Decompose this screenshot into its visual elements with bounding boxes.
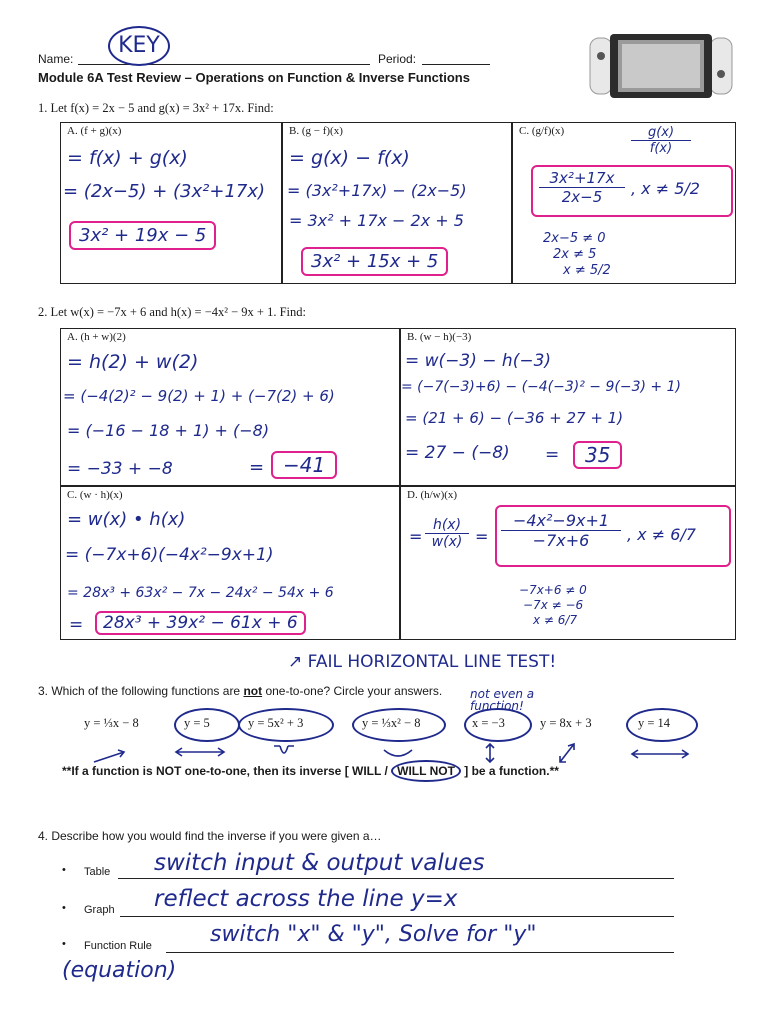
q2-cell-a [60,328,400,486]
period-line [422,64,490,65]
q4-prompt: 4. Describe how you would find the inverse if you were given a… [38,829,382,843]
q2a-line3: = (−16 − 18 + 1) + (−8) [67,421,270,440]
q2b-line3: = (21 + 6) − (−36 + 27 + 1) [405,409,624,427]
q4-item-graph [62,884,682,918]
q4-bullet-1: • [62,864,66,876]
q4-item-table [62,848,682,882]
q2a-line2: = (−4(2)² − 9(2) + 1) + (−7(2) + 6) [63,387,335,405]
q3-prompt-pre: 3. Which of the following functions are [38,684,244,698]
q1b-line2: = (3x²+17x) − (2x−5) [287,181,467,200]
q2d-lhs [425,517,469,550]
q3-statement-pre: **If a function is NOT one-to-one, then its inverse [ WILL / [62,764,388,778]
q1a-answer: 3x² + 19x − 5 [69,221,216,250]
q1a-line1: = f(x) + g(x) [67,147,188,169]
q2c-equals: = [69,615,84,635]
q2d-answer-box [495,505,731,567]
period-label: Period: [378,52,417,66]
q1-cell-c [512,122,736,284]
q1c-rhs-bottom: f(x) [649,141,673,156]
q4-bullet-2: • [62,902,66,914]
q2-cell-d [400,486,736,640]
q4-bullet-3: • [62,938,66,950]
console-image [588,28,734,100]
q1a-label: A. (f + g)(x) [67,125,122,137]
q3-prompt-not: not [243,684,263,698]
q2d-answer-top: −4x²−9x+1 [501,511,621,531]
q2d-work-1: −7x+6 ≠ 0 [519,583,587,597]
q2b-label: B. (w − h)(−3) [407,331,472,343]
q1b-line1: = g(x) − f(x) [289,147,410,169]
q2-prompt: 2. Let w(x) = −7x + 6 and h(x) = −4x² − 9x + 1. Find: [38,305,306,319]
q3-fn-4: y = ⅓x² − 8 [362,716,421,730]
q2a-answer: −41 [271,451,337,479]
q2c-label: C. (w · h)(x) [67,489,123,501]
q3-sketch-2 [176,748,224,756]
q2b-equals: = [545,445,560,465]
q4-line-table [118,878,674,879]
q1-cell-a [60,122,282,284]
q3-fn-7: y = 14 [638,716,671,730]
q3-note: ↗ FAIL HORIZONTAL LINE TEST! [288,652,557,672]
q3-prompt-post: one-to-one? Circle your answers. [262,684,443,698]
q3-function-row [84,712,704,742]
q3-prompt [38,684,442,698]
q1c-work [543,231,611,279]
q1b-line3: = 3x² + 17x − 2x + 5 [289,211,464,230]
name-line [78,64,370,65]
q4-extra: (equation) [62,958,177,983]
q2-cell-b [400,328,736,486]
q3-note-text: FAIL HORIZONTAL LINE TEST! [307,652,557,672]
q3-not-even: not even a function! [470,687,535,713]
page-title: Module 6A Test Review – Operations on Function & Inverse Functions [38,70,470,85]
q4-item-rule [62,920,682,954]
q3-fn-1: y = ⅓x − 8 [84,716,139,730]
q1c-answer-fraction [539,169,625,206]
q1b-answer: 3x² + 15x + 5 [301,247,448,276]
q4-line-graph [120,916,674,917]
q2a-equals: = [249,457,265,478]
q4-answer-rule: switch "x" & "y", Solve for "y" [210,922,537,947]
q2d-work [519,583,587,628]
q3-sketch-4 [384,750,412,756]
q2b-line1: = w(−3) − h(−3) [405,351,552,371]
q1c-restriction: , x ≠ 5/2 [631,179,700,198]
q2d-work-2: −7x ≠ −6 [523,598,584,612]
q2c-line2: = (−7x+6)(−4x²−9x+1) [65,545,274,565]
q2d-label: D. (h/w)(x) [407,489,458,501]
q4-answer-table: switch input & output values [154,850,485,876]
q2c-line3: = 28x³ + 63x² − 7x − 24x² − 54x + 6 [67,585,334,601]
q2a-line1: = h(2) + w(2) [67,351,199,373]
q1-cell-b [282,122,512,284]
q2d-answer-fraction [501,511,621,550]
q3-fn-5: x = −3 [472,716,505,730]
q3-sketch-6 [560,744,574,762]
q1c-answer-bottom: 2x−5 [561,188,603,206]
q4-label-rule: Function Rule [84,940,152,952]
q4-label-graph: Graph [84,904,115,916]
q1-prompt: 1. Let f(x) = 2x − 5 and g(x) = 3x² + 17x. Find: [38,101,274,115]
q2b-answer: 35 [573,441,622,469]
q1c-rhs [631,125,691,156]
q2a-line4: = −33 + −8 [67,459,173,479]
q3-statement [62,764,559,778]
q3-statement-choice: WILL NOT [391,760,461,782]
q2d-answer-bottom: −7x+6 [532,531,590,550]
q2d-lhs-top: h(x) [425,517,469,534]
q1c-answer-top: 3x²+17x [539,169,625,188]
q2c-line1: = w(x) • h(x) [67,509,186,530]
q3-graph-sketches [84,742,704,766]
q3-sketch-3 [274,746,294,753]
q3-sketch-1 [94,750,124,762]
q2d-restriction: , x ≠ 6/7 [627,525,696,544]
q1c-answer-box [531,165,733,217]
q2b-line2: = (−7(−3)+6) − (−4(−3)² − 9(−3) + 1) [401,379,681,395]
q4-label-table: Table [84,866,111,878]
q1b-label: B. (g − f)(x) [289,125,343,137]
key-label: KEY [108,26,170,66]
q2b-line4: = 27 − (−8) [405,443,510,463]
q4-answer-graph: reflect across the line y=x [154,886,458,912]
q2d-work-3: x ≠ 6/7 [533,613,578,627]
q2a-label: A. (h + w)(2) [67,331,126,343]
q2d-eq1: = [409,527,423,546]
name-label: Name: [38,52,74,66]
q2-cell-c [60,486,400,640]
q1c-rhs-top: g(x) [631,125,691,141]
q1c-work-3: x ≠ 5/2 [563,263,611,278]
q1c-label: C. (g/f)(x) [519,125,565,137]
q2d-eq2: = [475,527,489,546]
q3-sketch-7 [632,750,688,758]
q2c-answer: 28x³ + 39x² − 61x + 6 [95,611,306,635]
q3-fn-3: y = 5x² + 3 [248,716,304,730]
q1a-line2: = (2x−5) + (3x²+17x) [63,181,266,202]
q3-fn-2: y = 5 [184,716,210,730]
q1c-work-1: 2x−5 ≠ 0 [543,231,606,246]
q3-fn-6: y = 8x + 3 [540,716,592,730]
q3-statement-post: ] be a function.** [464,764,559,778]
q1c-work-2: 2x ≠ 5 [553,247,597,262]
q2d-lhs-bottom: w(x) [431,534,463,550]
q4-line-rule [166,952,674,953]
q3-sketch-5 [486,744,494,762]
